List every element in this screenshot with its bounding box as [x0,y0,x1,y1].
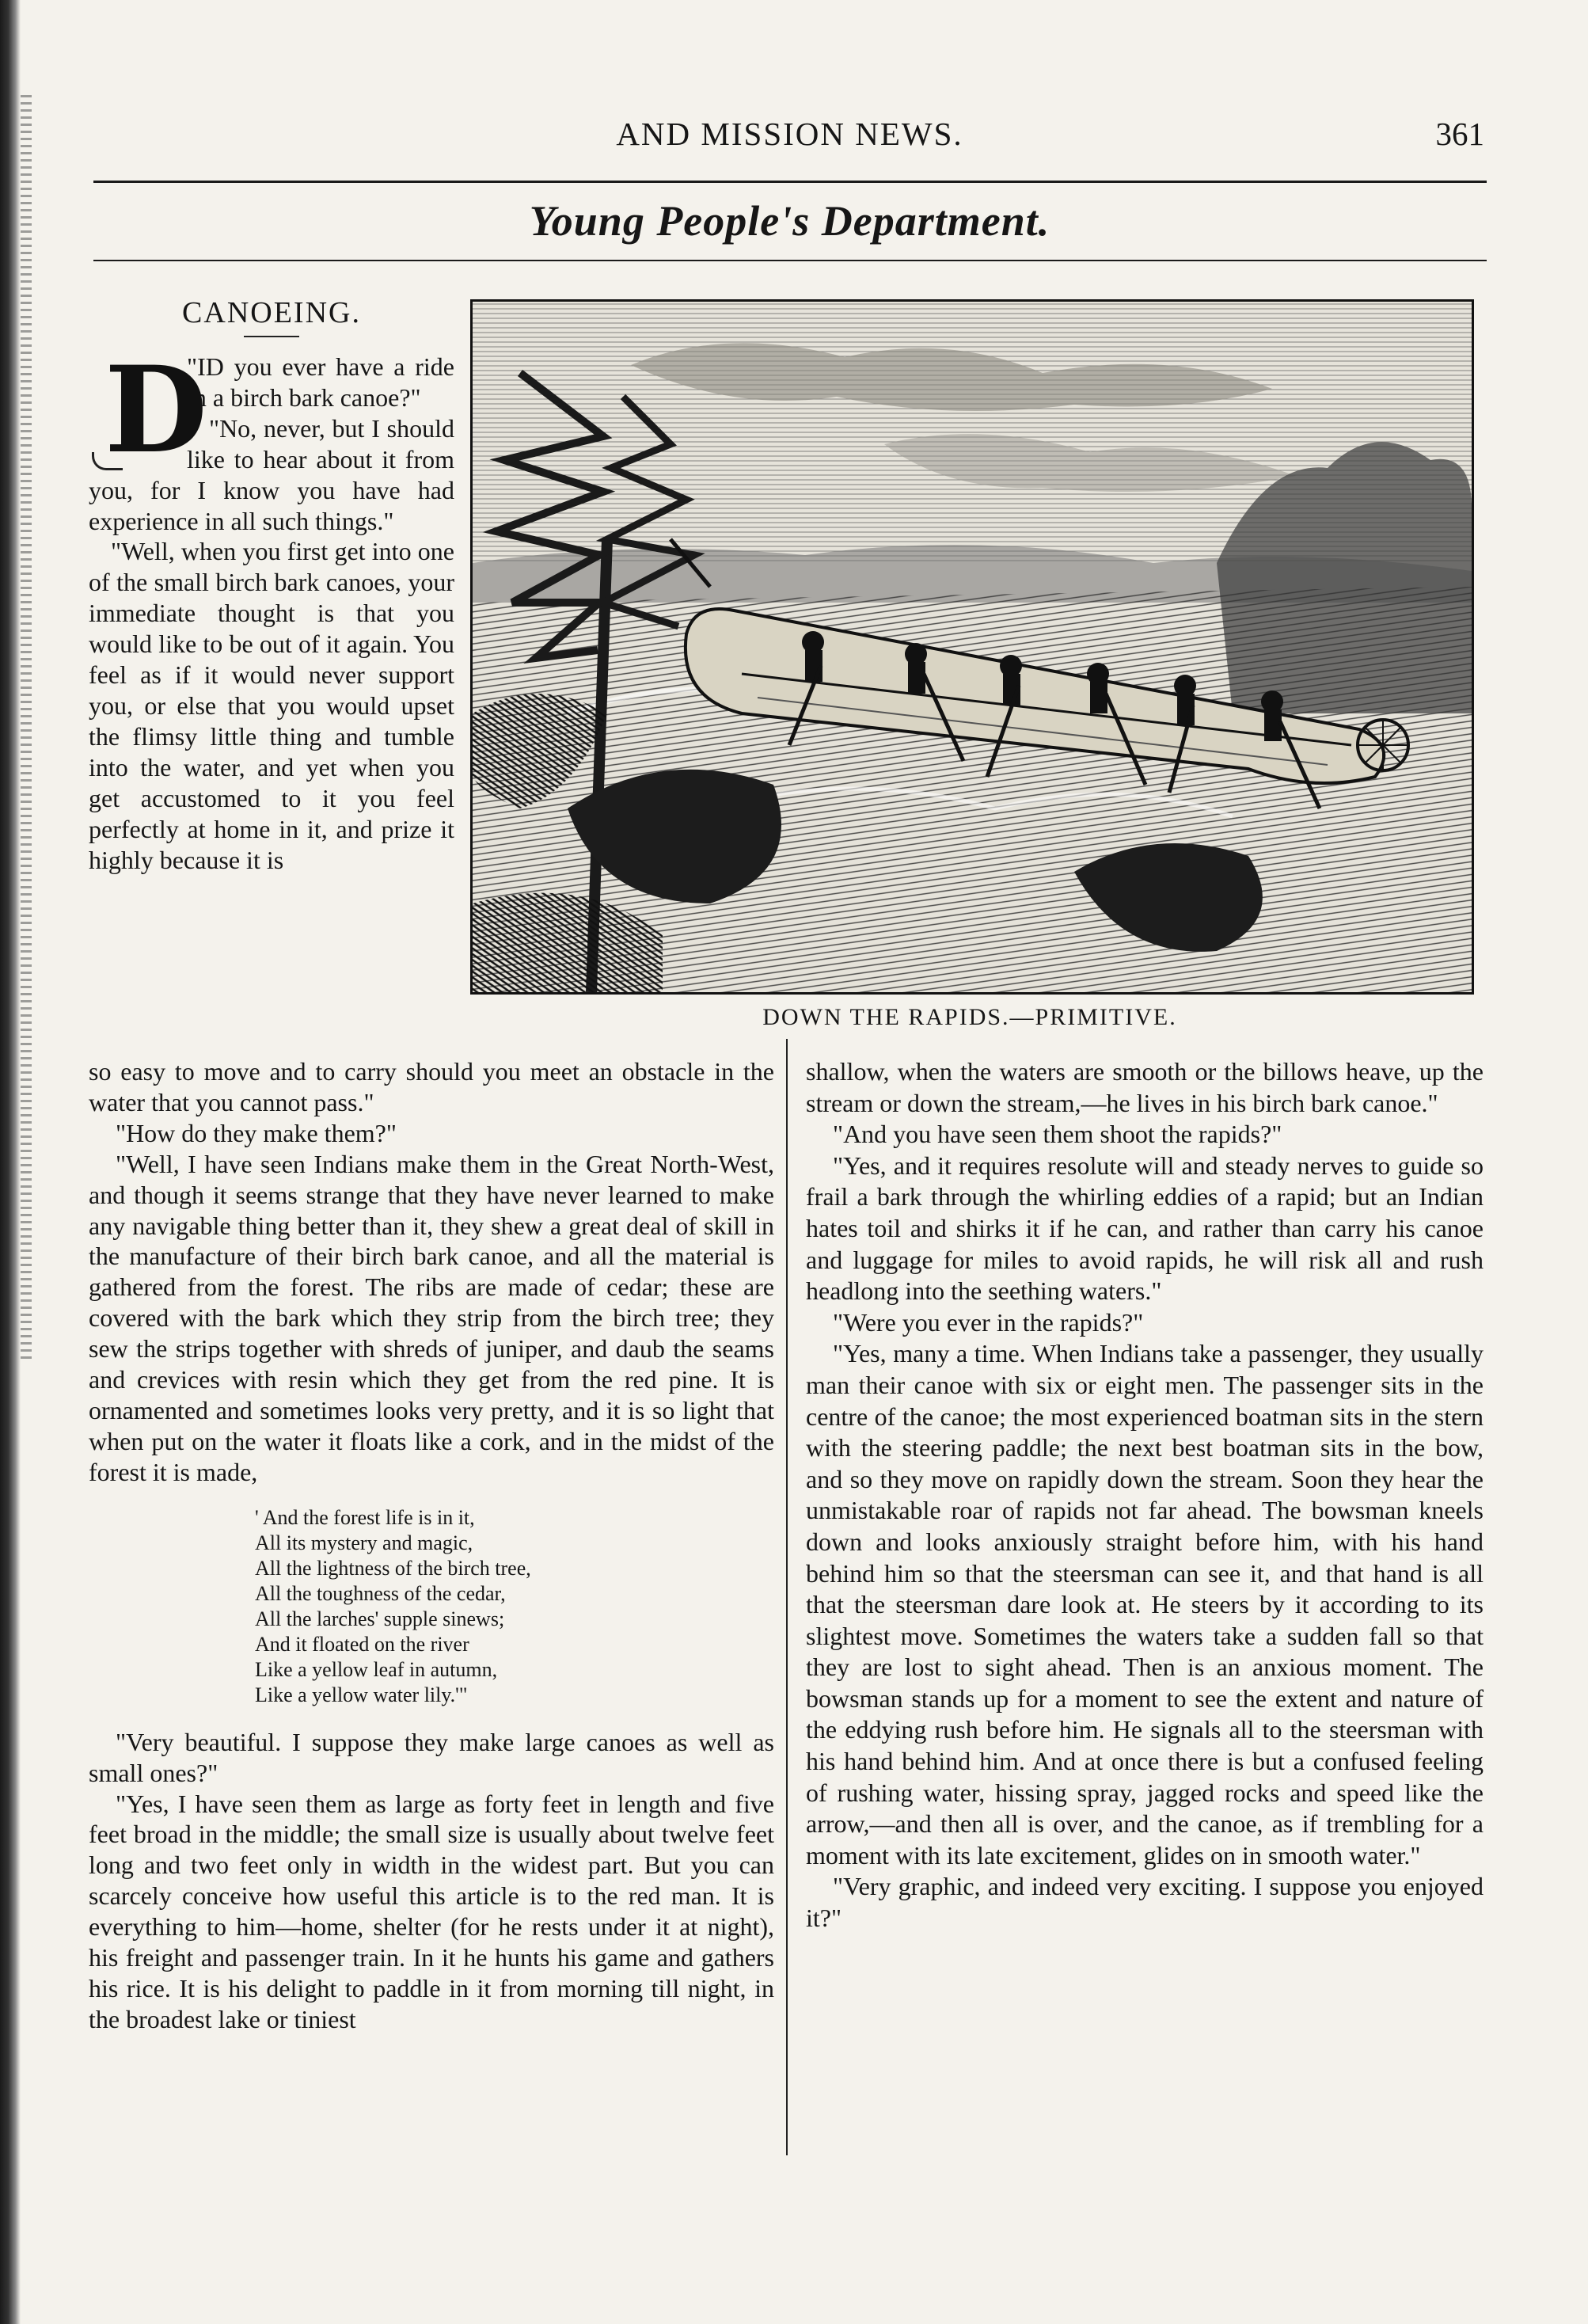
article-title: CANOEING. [182,296,361,329]
title-rule [244,336,299,337]
poem-line: All the toughness of the cedar, [255,1581,506,1605]
poem-quotation [255,1505,774,1708]
paragraph: "Were you ever in the rapids?" [833,1307,1144,1337]
paragraph: shallow, when the waters are smooth or the billows heave, up the stream or down the stream,—he lives in his birch bark canoe." [806,1057,1484,1117]
paragraph: so easy to move and to carry should you meet an obstacle in the water that you cannot pass." [89,1057,774,1116]
paragraph: "No, never, but I should like to hear about it from you, for I know you have had experience in all such things." [89,413,454,535]
left-column-text [89,1056,774,2035]
header-rule [93,181,1487,183]
poem-line: All the larches' supple sinews; [255,1607,505,1630]
column-divider [786,1039,788,2155]
paragraph: "ID you ever have a ride in a birch bark canoe?" [187,352,454,412]
paragraph: "Well, when you first get into one of the small birch bark canoes, your immediate thought is that you would like to be out of it again. You feel as if it would never support you, or else that you would upset the flimsy little thing and tumble into the water, and yet when you get accustomed to it you feel perfectly at home in it, and prize it highly because it is [89,537,454,874]
running-head: AND MISSION NEWS. [616,116,963,152]
poem-line: Like a yellow leaf in autumn, [255,1657,498,1681]
scan-edge-binding [21,95,32,1362]
illustration-down-the-rapids [470,299,1474,995]
right-column-text [806,1056,1484,1934]
paragraph: "How do they make them?" [116,1118,397,1147]
dropcap-initial [104,340,208,480]
paragraph: "Yes, I have seen them as large as forty feet in length and five feet broad in the middle; the small size is usually about twelve feet long and two feet only in width in the widest part. But you can scarcely conceive how useful this article is to the red man. It is everything to him—home, shelter (for he rests under it at night), his freight and passenger train. In it he hunts his game and gathers his rice. It is his delight to paddle in it from morning till night, in the broadest lake or tiniest [89,1789,774,2033]
paragraph: "Yes, and it requires resolute will and steady nerves to guide so frail a bark through the whirling eddies of a rapid; but an Indian hates toil and shirks it if he can, and rather than carry his canoe and luggage for miles to avoid rapids, he will risk all and rush headlong into the seething waters." [806,1151,1484,1306]
paragraph: "Well, I have seen Indians make them in the Great North-West, and though it seems strange that they have never learned to make any navigable thing better than it, they shew a great deal of skill in the manufacture of their birch bark canoe, and all the material is gathered from the forest. The ribs are made of cedar; these are covered with the bark which they strip from the birch tree; they sew the strips together with shreds of juniper, and daub the seams and crevices with resin which they get from the red pine. It is ornamented and sometimes looks very pretty, and it is so light that when put on the water it floats like a cork, and in the midst of the forest it is made, [89,1149,774,1486]
paragraph: "Yes, many a time. When Indians take a passenger, they usually man their canoe with six or eight men. The passenger sits in the centre of the canoe; the most experienced boatman sits in the stern with the steering paddle; the next best boatman sits in the bow, and so they move on rapidly down the stream. Soon they hear the unmistakable roar of rapids not far ahead. The bowsman kneels down and looks anxiously straight before him, with his hand behind him so that the steersman can see it, and that hand is all that the steersman dare look at. He steers by it according to its slightest move. Sometimes the waters take a sudden fall so that they are lost to sight ahead. Then is an anxious moment. The bowsman stands up for a moment to see the extent and nature of the eddying rush before him. He signals all to the steersman with his hand behind him. And at once there is but a confused feeling of rushing water, hissing spray, jagged rocks and speed like the arrow,—and then all is over, and the canoe, as if trembling for a moment with its late excitement, glides on in smooth water." [806,1339,1484,1869]
paragraph: "Very graphic, and indeed very exciting. I suppose you enjoyed it?" [806,1872,1484,1933]
figure-caption: DOWN THE RAPIDS.—PRIMITIVE. [762,1004,1177,1030]
poem-line: All the lightness of the birch tree, [255,1556,531,1580]
paragraph: "Very beautiful. I suppose they make large canoes as well as small ones?" [89,1727,774,1787]
page-number: 361 [1435,116,1484,152]
department-rule [93,260,1487,261]
poem-line: Like a yellow water lily.'" [255,1683,468,1706]
paragraph: "And you have seen them shoot the rapids?" [833,1120,1282,1149]
poem-line: ' And the forest life is in it, [255,1505,475,1529]
poem-line: And it floated on the river [255,1632,469,1656]
engraving-image [473,302,1472,992]
department-title: Young People's Department. [529,197,1050,245]
scan-edge [0,0,21,2324]
poem-line: All its mystery and magic, [255,1531,473,1554]
article-intro-column [89,295,454,875]
page-header [95,115,1484,170]
dropcap-letter: D [104,340,208,480]
